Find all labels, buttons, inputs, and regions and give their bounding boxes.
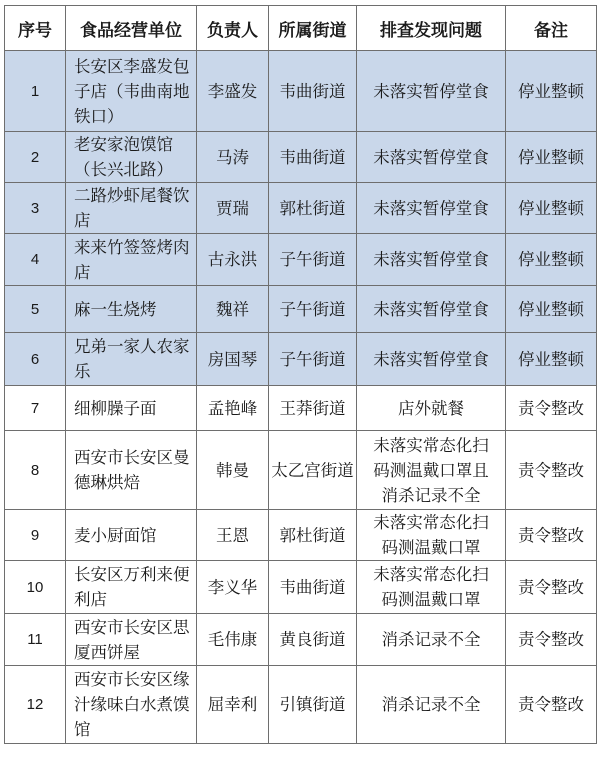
- header-issue: 排查发现问题: [357, 6, 506, 51]
- cell-issue: 未落实常态化扫码测温戴口罩: [373, 513, 489, 557]
- cell-street: 子午街道: [269, 234, 357, 286]
- cell-person: 孟艳峰: [197, 386, 269, 431]
- cell-unit: 来来竹签签烤肉店: [66, 234, 197, 286]
- cell-person: 李盛发: [197, 51, 269, 132]
- cell-street: 王莽街道: [269, 386, 357, 431]
- cell-issue: 未落实暂停堂食: [357, 333, 506, 386]
- cell-note: 停业整顿: [506, 132, 597, 183]
- table-row: [5, 51, 597, 132]
- cell-issue: 未落实暂停堂食: [357, 183, 506, 234]
- cell-unit: 长安区李盛发包子店（韦曲南地铁口）: [66, 51, 197, 132]
- cell-note: 停业整顿: [506, 183, 597, 234]
- cell-note: 责令整改: [506, 510, 597, 561]
- cell-street: 韦曲街道: [269, 132, 357, 183]
- cell-person: 毛伟康: [197, 614, 269, 666]
- cell-issue: 未落实常态化扫码测温戴口罩: [373, 565, 489, 609]
- cell-issue: 消杀记录不全: [357, 614, 506, 666]
- cell-person: 房国琴: [197, 333, 269, 386]
- table-row: [5, 183, 597, 234]
- cell-no: 12: [5, 666, 66, 744]
- cell-street: 太乙宫街道: [269, 431, 357, 510]
- cell-note: 停业整顿: [506, 51, 597, 132]
- cell-issue: 未落实暂停堂食: [357, 234, 506, 286]
- cell-unit: 西安市长安区思厦西饼屋: [66, 614, 197, 666]
- cell-street: 韦曲街道: [269, 561, 357, 614]
- cell-person: 古永洪: [197, 234, 269, 286]
- cell-unit: 麦小厨面馆: [66, 510, 197, 561]
- cell-person: 李义华: [197, 561, 269, 614]
- cell-note: 责令整改: [506, 666, 597, 744]
- cell-person: 魏祥: [197, 286, 269, 333]
- cell-street: 郭杜街道: [269, 183, 357, 234]
- cell-issue: 未落实暂停堂食: [357, 132, 506, 183]
- cell-unit: 麻一生烧烤: [66, 286, 197, 333]
- cell-issue: 未落实常态化扫码测温戴口罩且消杀记录不全: [373, 435, 489, 505]
- cell-issue: 店外就餐: [357, 386, 506, 431]
- header-unit: 食品经营单位: [66, 6, 197, 51]
- cell-note: 停业整顿: [506, 333, 597, 386]
- table-row: [5, 333, 597, 386]
- cell-no: 10: [5, 561, 66, 614]
- cell-person: 王恩: [197, 510, 269, 561]
- cell-note: 停业整顿: [506, 234, 597, 286]
- cell-unit: 西安市长安区曼德琳烘焙: [66, 431, 197, 510]
- cell-person: 韩曼: [197, 431, 269, 510]
- header-note: 备注: [506, 6, 597, 51]
- table-row: [5, 561, 597, 614]
- cell-no: 4: [5, 234, 66, 286]
- cell-person: 马涛: [197, 132, 269, 183]
- cell-unit: 老安家泡馍馆（长兴北路）: [66, 132, 197, 183]
- cell-no: 5: [5, 286, 66, 333]
- cell-street: 韦曲街道: [269, 51, 357, 132]
- header-person: 负责人: [197, 6, 269, 51]
- table-row: [5, 614, 597, 666]
- inspection-table: [4, 5, 597, 744]
- header-row: [5, 6, 597, 51]
- header-street: 所属街道: [269, 6, 357, 51]
- cell-note: 责令整改: [506, 431, 597, 510]
- cell-no: 2: [5, 132, 66, 183]
- cell-street: 郭杜街道: [269, 510, 357, 561]
- cell-note: 责令整改: [506, 386, 597, 431]
- cell-issue: 消杀记录不全: [357, 666, 506, 744]
- cell-no: 11: [5, 614, 66, 666]
- cell-no: 8: [5, 431, 66, 510]
- cell-issue: 未落实暂停堂食: [357, 51, 506, 132]
- cell-no: 1: [5, 51, 66, 132]
- cell-issue-wrap: [357, 561, 506, 614]
- cell-unit: 兄弟一家人农家乐: [66, 333, 197, 386]
- cell-no: 7: [5, 386, 66, 431]
- cell-note: 停业整顿: [506, 286, 597, 333]
- cell-unit: 西安市长安区缘汁缘味白水煮馍馆: [66, 666, 197, 744]
- cell-no: 9: [5, 510, 66, 561]
- cell-note: 责令整改: [506, 614, 597, 666]
- table-row: [5, 286, 597, 333]
- table-row: [5, 666, 597, 744]
- table-row: [5, 132, 597, 183]
- table-row: [5, 234, 597, 286]
- table-row: [5, 386, 597, 431]
- cell-person: 屈幸利: [197, 666, 269, 744]
- cell-no: 6: [5, 333, 66, 386]
- table-row: [5, 431, 597, 510]
- cell-street: 黄良街道: [269, 614, 357, 666]
- cell-street: 引镇街道: [269, 666, 357, 744]
- cell-issue-wrap: [357, 510, 506, 561]
- cell-issue-wrap: [357, 431, 506, 510]
- cell-unit: 长安区万利来便利店: [66, 561, 197, 614]
- cell-note: 责令整改: [506, 561, 597, 614]
- cell-person: 贾瑞: [197, 183, 269, 234]
- cell-street: 子午街道: [269, 333, 357, 386]
- header-no: 序号: [5, 6, 66, 51]
- cell-unit: 细柳臊子面: [66, 386, 197, 431]
- table-row: [5, 510, 597, 561]
- cell-no: 3: [5, 183, 66, 234]
- cell-issue: 未落实暂停堂食: [357, 286, 506, 333]
- cell-street: 子午街道: [269, 286, 357, 333]
- cell-unit: 二路炒虾尾餐饮店: [66, 183, 197, 234]
